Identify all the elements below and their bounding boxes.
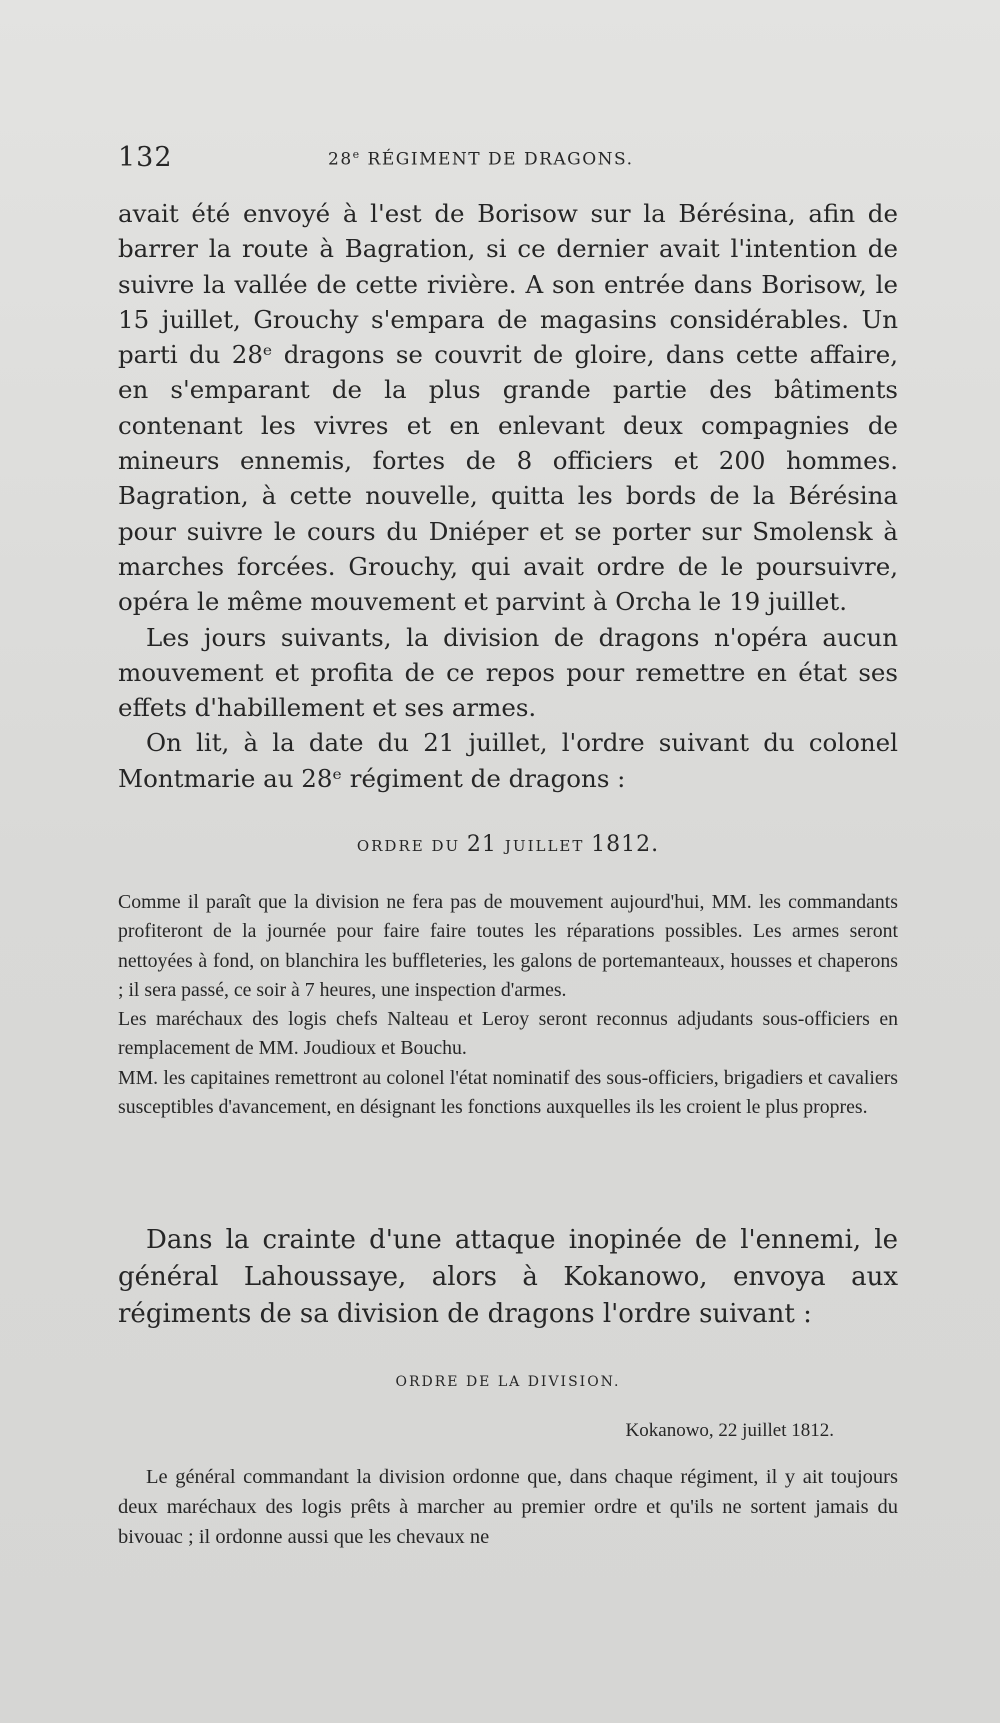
- running-title: [328, 148, 634, 170]
- running-title-text: RÉGIMENT DE DRAGONS.: [360, 149, 634, 170]
- order-heading-day: 21: [466, 832, 505, 857]
- division-order-dateline: Kokanowo, 22 juillet 1812.: [625, 1420, 834, 1441]
- running-title-superscript: e: [352, 148, 361, 161]
- division-order-paragraph: Le général commandant la division ordonne que, dans chaque régiment, il y ait toujours deux maréchaux des logis prêts à marcher au premier ordre et qu'ils ne sortent jamais du bivouac ; il ordonne aussi que les chevaux ne: [118, 1466, 898, 1548]
- main-text: [118, 196, 898, 796]
- division-order-text: [118, 1462, 898, 1552]
- narrative-paragraph: [118, 1222, 898, 1333]
- order-paragraph-1: Comme il paraît que la division ne fera pas de mouvement aujourd'hui, MM. les commandants profiteront de la journée pour faire faire toutes les réparations possibles. Les armes seront nettoyées à fond, on blanchira les buffleteries, les galons de portemanteaux, housses et chaperons ; il sera passé, ce soir à 7 heures, une inspection d'armes.: [118, 891, 898, 1001]
- running-title-number: 28: [328, 149, 353, 170]
- order-paragraph-2: Les maréchaux des logis chefs Nalteau et Leroy seront reconnus adjudants sous-officiers en remplacement de MM. Joudioux et Bouchu.: [118, 1008, 898, 1060]
- main-paragraph-3: On lit, à la date du 21 juillet, l'ordre suivant du colonel Montmarie au 28ᵉ régiment de dragons :: [118, 728, 898, 793]
- main-paragraph-2: Les jours suivants, la division de dragons n'opéra aucun mouvement et profita de ce repos pour remettre en état ses effets d'habillement et ses armes.: [118, 622, 898, 723]
- order-text: [118, 888, 898, 1122]
- page-number: 132: [118, 142, 173, 173]
- main-paragraph-1: avait été envoyé à l'est de Borisow sur la Bérésina, afin de barrer la route à Bagration, si ce dernier avait l'intention de suivre la vallée de cette rivière. A son entrée dans Borisow, le 15 juillet, Grouchy s'empara de magasins considérables. Un parti du 28ᵉ dragons se couvrit de gloire, dans cette affaire, en s'emparant de la plus grande partie des bâtiments contenant les vivres et en enlevant deux compagnies de mineurs ennemis, fortes de 8 officiers et 200 hommes. Bagration, à cette nouvelle, quitta les bords de la Bérésina pour suivre le cours du Dniéper et se porter sur Smolensk à marches forcées. Grouchy, qui avait ordre de le poursuivre, opéra le même mouvement et parvint à Orcha le 19 juillet.: [118, 199, 898, 617]
- order-heading-month: JUILLET: [504, 837, 592, 855]
- order-paragraph-3: MM. les capitaines remettront au colonel l'état nominatif des sous-officiers, brigadiers et cavaliers susceptibles d'avancement, en désignant les fonctions auxquelles ils les croient le plus propres.: [118, 1066, 898, 1119]
- narrative-text: Dans la crainte d'une attaque inopinée de l'ennemi, le général Lahoussaye, alors à Kokanowo, envoya aux régiments de sa division de dragons l'ordre suivant :: [118, 1225, 898, 1329]
- division-order-heading: ORDRE DE LA DIVISION.: [395, 1374, 621, 1390]
- page-header: [118, 138, 898, 178]
- order-heading: [118, 832, 898, 857]
- order-heading-year: 1812.: [591, 832, 660, 857]
- order-heading-prefix: ORDRE DU: [356, 837, 467, 855]
